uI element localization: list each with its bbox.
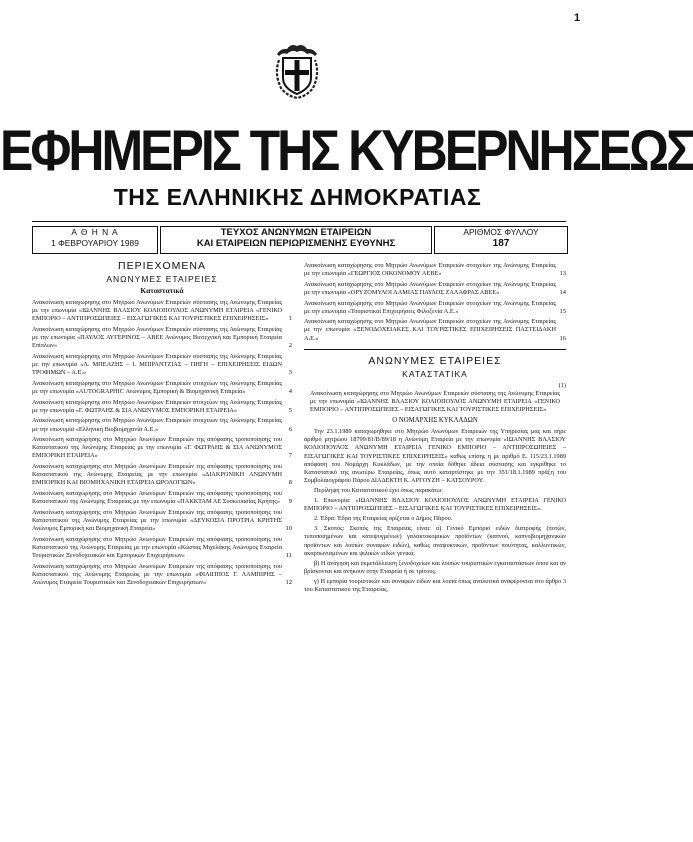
- issue-type-box: [160, 226, 432, 254]
- gazette-title: ΕΦΗΜΕΡΙΣ ΤΗΣ ΚΥΒΕΡΝΗΣΕΩΣ: [0, 118, 693, 183]
- article-paragraph: Περίληψη του Καταστατικού έχει όπως παρακάτω:: [314, 486, 443, 494]
- issue-type-line1: ΤΕΥΧΟΣ ΑΝΩΝΥΜΩΝ ΕΤΑΙΡΕΙΩΝ: [220, 227, 372, 238]
- toc-entry-text: Ανακοίνωση καταχώρησης στο Μητρώο Ανωνύμων Εταιρειών στοιχείων της Ανώνυμης Εταιρείας με την επωνυμία «ΞΕΝΟΔΟΧΕΙΑΚΕΣ ΚΑΙ ΤΟΥΡΙΣΤΙΚΕΣ ΕΠΙΧΕΙΡΗΣΕΙΣ ΠΑΣΤΕΙΔΑΚΗ Α.Ε.»: [304, 318, 556, 342]
- toc-entry-page: 4: [288, 388, 292, 395]
- article-paragraph: 1. Επωνυμία: «ΙΩΑΝΝΗΣ ΒΛΑΣΙΟΥ ΚΟΛΙΟΠΟΥΛΟΣ ΑΝΩΝΥΜΗ ΕΤΑΙΡΕΙΑ ΓΕΝΙΚΟ ΕΜΠΟΡΙΟ – ΑΝΤΙΠΡΟΣΩΠΕΙΕΣ – ΕΙΣΑΓΩΓΙΚΕΣ ΚΑΙ ΤΟΥΡΙΣΤΙΚΕΣ ΕΠΙΧΕΙΡΗΣΕΙΣ».: [304, 497, 566, 513]
- section-divider: [304, 349, 566, 351]
- toc-entry-text: Ανακοίνωση καταχώρησης στο Μητρώο Ανωνύμων Εταιρειών σύστασης της Ανώνυμης Εταιρείας με την επωνυμία «Λ. ΜΠΕΑΖΗΣ – Ι. ΜΠΙΡΑΝΤΖΙΑΣ – ΠΗΓΗ – ΕΠΙΧΕΙΡΗΣΕΙΣ ΕΙΔΩΝ ΤΡΟΦΙΜΩΝ – Α.Ε.»: [32, 353, 282, 377]
- toc-entry-text: Ανακοίνωση καταχώρησης στο Μητρώο Ανωνύμων Εταιρειών στοιχείων της Ανώνυμης Εταιρείας με την επωνυμία «Τουριστικαί Επιχειρήσεις Φιλοξενία Α.Ε.»: [304, 299, 556, 315]
- sheet-number-label: ΑΡΙΘΜΟΣ ΦΥΛΛΟΥ: [463, 227, 539, 237]
- toc-entry-text: Ανακοίνωση καταχώρησης στο Μητρώο Ανωνύμων Εταιρειών στοιχείων της Ανώνυμης Εταιρείας με την επωνυμία «ΟΡΥΖΟΜΥΛΟΙ ΛΑΜΙΑΣ ΠΑΥΛΟΣ ΖΑΛΑΦΡΑΣ ΑΒΕΕ»: [304, 280, 556, 296]
- toc-entry: [32, 353, 292, 377]
- toc-entry-text: Ανακοίνωση καταχώρησης στο Μητρώο Ανωνύμων Εταιρειών στοιχείων της Ανώνυμης Εταιρείας με την επωνυμία «Γ. ΦΩΤΡΑΗΣ & ΣΙΑ ΑΝΩΝΥΜΟΣ ΕΜΠΟΡΙΚΗ ΕΤΑΙΡΕΙΑ»: [32, 398, 282, 414]
- issue-date: 1 ΦΕΒΡΟΥΑΡΙΟΥ 1989: [51, 238, 139, 248]
- toc-entry: [32, 299, 292, 323]
- toc-section: Καταστατικά: [140, 286, 184, 296]
- greek-coat-of-arms-icon: [271, 40, 323, 100]
- date-box: [32, 226, 158, 254]
- toc-entry-text: Ανακοίνωση καταχώρησης στο Μητρώο Ανωνύμων Εταιρειών της απόφασης τροποποίησης του Καταστατικού της Ανώνυμης Εταιρείας με την επωνυμία «ΔΙΑΚΡΟΝΙΚΗ ΑΝΩΝΥΜΗ ΕΜΠΟΡΙΚΗ ΚΑΙ ΒΙΟΜΗΧΑΝΙΚΗ ΕΤΑΙΡΕΙΑ ΩΡΟΛΟΓΙΩΝ»: [32, 463, 282, 487]
- toc-entry: [32, 536, 292, 560]
- toc-entry-page: 15: [559, 307, 566, 315]
- toc-entry-page: 10: [285, 524, 292, 532]
- right-column: [304, 262, 566, 596]
- article-number: (1): [558, 381, 566, 389]
- article-paragraph: 3. Σκοπός: Σκοπός της Εταιρείας είναι: α) Γενικό Εμπόριο ειδών διατροφής (ποτών, τυποποιημένων και κατεψυγμένων) γαλακτοκομικών προϊόντων (καπνού, καπνοβιομηχανικών προϊόντων και λοιπών συναφών ειδών), καθώς αναψυκτικών, προϊόντων ποιότητας, καλλυντικών, ακαρπωνισμένων και ψιλικών ειδών γενικά.: [304, 525, 566, 557]
- toc-entry: [32, 380, 292, 396]
- toc-entry: [32, 563, 292, 587]
- toc-entry-text: Ανακοίνωση καταχώρησης στο Μητρώο Ανωνύμων Εταιρειών σύστασης της Ανώνυμης Εταιρείας με την επωνυμία «ΠΑΥΛΟΣ ΑΥΓΕΡΙΝΟΣ – ΑΒΕΕ Ανώνυμος Βιοτεχνική και Εμπορική Εταιρεία Επίπλων»: [32, 326, 282, 350]
- toc-entry-page: 14: [559, 288, 566, 296]
- toc-entry: [304, 262, 566, 278]
- toc-entry: [32, 399, 292, 415]
- toc-subheading: ΑΝΩΝΥΜΕΣ ΕΤΑΙΡΕΙΕΣ: [106, 274, 218, 285]
- toc-entry-page: 16: [559, 334, 566, 342]
- toc-entry-page: 11: [285, 551, 292, 559]
- article-heading: ΑΝΩΝΥΜΕΣ ΕΤΑΙΡΕΙΕΣ: [368, 354, 502, 367]
- toc-entry: [32, 463, 292, 487]
- article-paragraph: 2. Έδρα: Έδρα της Εταιρείας ορίζεται ο Δήμος Πάρου.: [314, 515, 453, 523]
- toc-entry: [32, 509, 292, 533]
- sheet-number-box: [434, 226, 568, 254]
- issue-type-line2: ΚΑΙ ΕΤΑΙΡΕΙΩΝ ΠΕΡΙΩΡΙΣΜΕΝΗΣ ΕΥΘΥΝΗΣ: [196, 238, 396, 249]
- toc-entry-text: Ανακοίνωση καταχώρησης στο Μητρώο Ανωνύμων Εταιρειών σύστασης της Ανώνυμης Εταιρείας με την επωνυμία «ΙΩΑΝΝΗΣ ΒΛΑΣΙΟΥ ΚΟΛΙΟΠΟΥΛΟΣ ΑΝΩΝΥΜΗ ΕΤΑΙΡΕΙΑ «ΓΕΝΙΚΟ ΕΜΠΟΡΙΟ – ΑΝΤΙΠΡΟΣΩΠΕΙΕΣ – ΕΙΣΑΓΩΓΙΚΕΣ ΚΑΙ ΤΟΥΡΙΣΤΙΚΕΣ ΕΠΙΧΕΙΡΗΣΕΙΣ»: [32, 299, 282, 323]
- toc-entry: [32, 326, 292, 350]
- toc-left-list: [32, 299, 292, 587]
- toc-entry-page: 2: [288, 342, 292, 350]
- toc-entry: [32, 490, 292, 506]
- toc-left-column: [32, 262, 292, 589]
- article-lead: Ανακοίνωση καταχώρησης στο Μητρώο Ανωνύμων Εταιρειών σύστασης της Ανώνυμης Εταιρείας με την επωνυμία «ΙΩΑΝΝΗΣ ΒΛΑΣΙΟΥ ΚΟΛΙΟΠΟΥΛΟΣ ΑΝΩΝΥΜΗ ΕΤΑΙΡΕΙΑ «ΓΕΝΙΚΟ ΕΜΠΟΡΙΟ – ΑΝΤΙΠΡΟΣΩΠΕΙΕΣ – ΕΙΣΑΓΩΓΙΚΕΣ ΚΑΙ ΤΟΥΡΙΣΤΙΚΕΣ ΕΠΙΧΕΙΡΗΣΕΙΣ»: [310, 389, 560, 414]
- prefect-heading: Ο ΝΟΜΑΡΧΗΣ ΚΥΚΛΑΔΩΝ: [392, 417, 478, 425]
- sheet-number: 187: [492, 238, 510, 249]
- toc-entry: [304, 281, 566, 297]
- toc-entry-text: Ανακοίνωση καταχώρησης στο Μητρώο Ανωνύμων Εταιρειών στοιχείων της Ανώνυμης Εταιρείας με την επωνυμία «AUTOGRAPHIC Ανώνυμος Εμπορική & Βιομηχανική Εταιρεία»: [32, 379, 282, 395]
- toc-entry-page: 5: [288, 406, 292, 414]
- page-number: 1: [574, 12, 581, 24]
- toc-entry-page: 13: [559, 270, 566, 278]
- toc-heading: ΠΕΡΙΕΧΟΜΕΝΑ: [117, 260, 207, 272]
- toc-entry: [304, 300, 566, 316]
- toc-entry: [32, 436, 292, 460]
- header-divider: [32, 221, 566, 222]
- article-body: [304, 428, 566, 594]
- toc-entry-text: Ανακοίνωση καταχώρησης στο Μητρώο Ανωνύμων Εταιρειών της απόφασης τροποποίησης του Καταστατικού της Ανώνυμης Εταιρείας με την επωνυμία «ΠΑΚΚΤΑΜ ΑΕ Συσκευασίας Κρήτης»: [32, 490, 282, 506]
- toc-entry-text: Ανακοίνωση καταχώρησης στο Μητρώο Ανωνύμων Εταιρειών της απόφασης τροποποίησης του Καταστατικού της Ανώνυμης Εταιρείας με την επωνυμία «ΔΕΥΚΟΣΙΑ ΠΡΟΤΡΙΑ ΚΡΗΤΗΣ Ανώνυμος Εμπορική και Βιομηχανική Εταιρεία»: [32, 508, 282, 532]
- toc-entry-text: Ανακοίνωση καταχώρησης στο Μητρώο Ανωνύμων Εταιρειών της απόφασης τροποποίησης του Καταστατικού της Ανώνυμης Εταιρείας με την επωνυμία «Γ. ΦΩΤΡΑΗΣ & ΣΙΑ ΑΝΩΝΥΜΟΣ ΕΜΠΟΡΙΚΗ ΕΤΑΙΡΕΙΑ»: [32, 436, 282, 460]
- city-label: Α Θ Η Ν Α: [71, 227, 119, 237]
- gazette-subtitle: ΤΗΣ ΕΛΛΗΝΙΚΗΣ ΔΗΜΟΚΡΑΤΙΑΣ: [113, 184, 482, 210]
- toc-entry-page: 6: [288, 425, 292, 433]
- article-subheading: ΚΑΤΑΣΤΑΤΙΚΑ: [402, 368, 468, 379]
- toc-entry-page: 7: [288, 452, 292, 460]
- toc-entry: [304, 318, 566, 342]
- toc-entry-text: Ανακοίνωση καταχώρησης στο Μητρώο Ανωνύμων Εταιρειών στοιχείων της Ανώνυμης Εταιρείας με την επωνυμία «Ελληνική Βιοβιομηχανία Α.Ε.»: [32, 417, 282, 433]
- toc-entry-page: 8: [288, 479, 292, 487]
- article-paragraph: Την 23.1.1989 καταχωρήθηκε στο Μητρώο Ανωνύμων Εταιρειών της Υπηρεσίας μας και πήρε αριθμό μητρώου 18799/81/Β/89/18 η Ανώνυμη Εταιρεία με την επωνυμία «ΙΩΑΝΝΗΣ ΒΛΑΣΙΟΥ ΚΟΛΙΟΠΟΥΛΟΣ ΑΝΩΝΥΜΗ ΕΤΑΙΡΕΙΑ ΓΕΝΙΚΟ ΕΜΠΟΡΙΟ – ΑΝΤΙΠΡΟΣΩΠΕΙΕΣ – ΕΙΣΑΓΩΓΙΚΕΣ ΚΑΙ ΤΟΥΡΙΣΤΙΚΕΣ ΕΠΙΧΕΙΡΗΣΕΙΣ» καθώς επίσης η με αριθμό Ε. 115/23.1.1989 απόφαση του Νομάρχη Κυκλάδων, με την οποία δόθηκε άδεια σύστασης και εγκρίθηκε το Καταστατικό της ανωτέρω Εταιρείας, όπως αυτό καταρτίστηκε με την 351/18.1.1989 πράξη του Συμβολαιογράφου Πάρου ΔΙΑΔΕΚΤΗ Κ. ΑΡΓΟΥΖΗ – ΚΑΤΣΟΥΡΟΥ.: [304, 428, 566, 484]
- toc-entry: [32, 417, 292, 433]
- toc-entry-text: Ανακοίνωση καταχώρησης στο Μητρώο Ανωνύμων Εταιρειών της απόφασης τροποποίησης του Καταστατικού της Ανώνυμης Εταιρείας με την επωνυμία «ΦΙΛΙΠΠΟΣ Γ. ΛΑΜΠΙΡΗΣ – Ανώνυμος Εταιρεία Τουριστικών και Ξενοδοχειακών Επιχειρήσεων»: [32, 562, 282, 586]
- toc-entry-page: 12: [285, 578, 292, 586]
- toc-right-list: [304, 262, 566, 343]
- article-paragraph: β) Η ανάγηση και εκμετάλλευση ξενοδοχείων και λοιπών τουριστικών εγκαταστάσεων όπου και αν βρίσκονται και ανήκουν στην Εταιρεία ή σε τρίτους.: [304, 559, 566, 575]
- toc-entry-page: 9: [288, 498, 292, 506]
- toc-entry-text: Ανακοίνωση καταχώρησης στο Μητρώο Ανωνύμων Εταιρειών της απόφασης τροποποίησης του Καταστατικού της Ανώνυμης Εταιρείας με την επωνυμία «Κώστας Μιχελάκης Ανώνυμος Εταιρεία Τουριστικών Ξενοδοχειακών και Εμπορικών Επιχειρήσεων»: [32, 535, 282, 559]
- toc-entry-text: Ανακοίνωση καταχώρησης στο Μητρώο Ανωνύμων Εταιρειών στοιχείων της Ανώνυμης Εταιρείας με την επωνυμία «ΓΕΩΡΓΙΟΣ ΟΙΚΟΝΟΜΟΥ ΑΕΒΕ»: [304, 262, 556, 278]
- article-paragraph: γ) Η εμπορία τουριστικών και συναφών ειδών και λοιπά όπως αναλυτικά αναφέρονται στο άρθρο 3 του Καταστατικού της Εταιρείας.: [304, 577, 566, 593]
- toc-entry-page: 1: [288, 315, 292, 323]
- toc-entry-page: 3: [288, 369, 292, 377]
